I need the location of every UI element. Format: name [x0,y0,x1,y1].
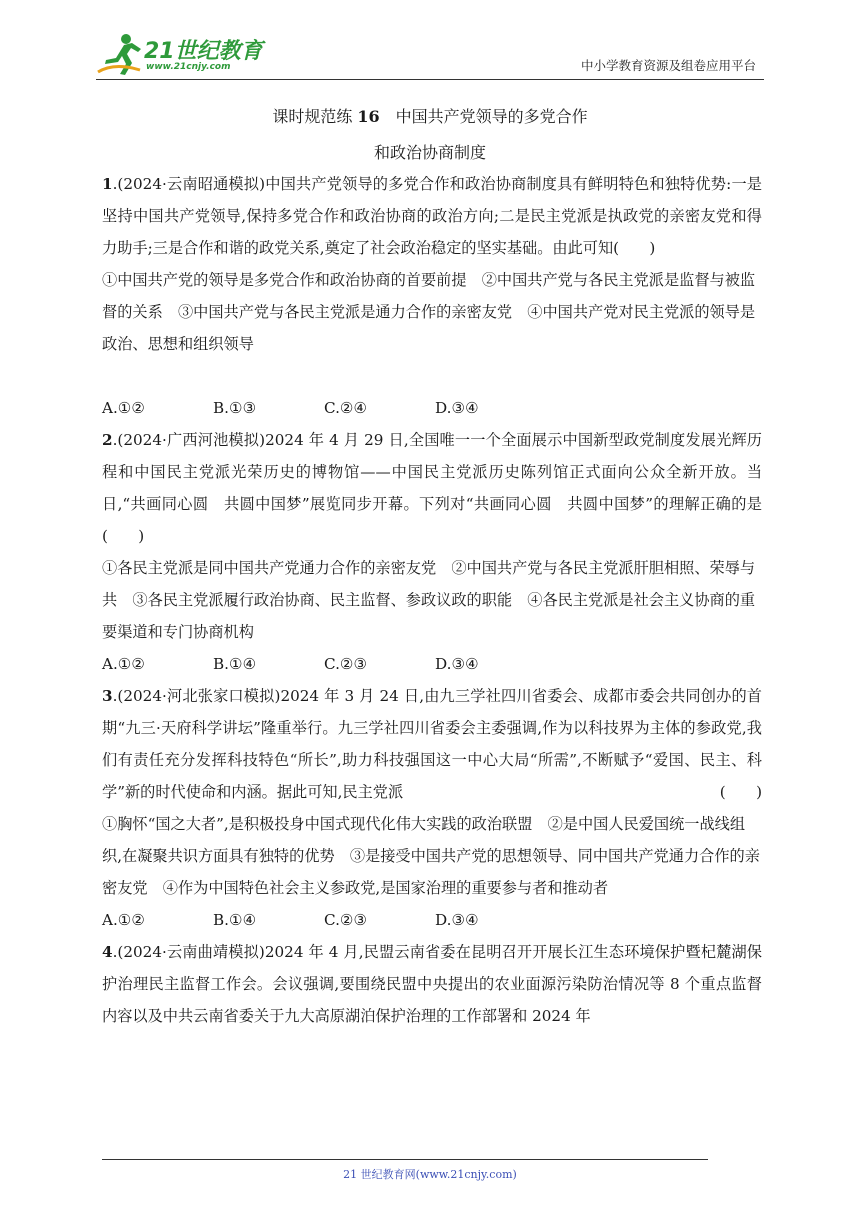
logo-url: www.21cnjy.com [146,62,231,72]
choice-b[interactable]: B.①④ [213,655,257,673]
footer-divider [102,1159,708,1160]
choice-d[interactable]: D.③④ [435,399,479,417]
title-prefix: 课时规范练 [272,107,358,126]
question-1 [102,168,762,264]
choice-b[interactable]: B.①③ [213,399,257,417]
choice-d[interactable]: D.③④ [435,911,479,929]
question-number: 3 [102,687,113,705]
answer-choices [102,904,762,936]
question-3 [102,680,762,808]
page-title [0,104,860,127]
question-2 [102,424,762,552]
title-rest: 中国共产党领导的多党合作 [379,107,588,126]
question-stem: .(2024·河北张家口模拟)2024 年 3 月 24 日,由九三学社四川省委会、成都市委会共同创办的首期“九三·天府科学讲坛”隆重举行。九三学社四川省委会主委强调,作为以科技界为主体的参政党,我们有责任充分发挥科技特色“所长”,助力科技强国这一中心大局“所需”,不断赋予“爱国、民主、科学”新的时代使命和内涵。据此可知,民主党派 [102,687,762,801]
question-options: ①各民主党派是同中国共产党通力合作的亲密友党 ②中国共产党与各民主党派肝胆相照、荣辱与共 ③各民主党派履行政治协商、民主监督、参政议政的职能 ④各民主党派是社会主义协商的重要渠道和专门协商机构 [102,559,756,641]
question-number: 1 [102,175,113,193]
question-options: ①胸怀“国之大者”,是积极投身中国式现代化伟大实践的政治联盟 ②是中国人民爱国统一战线组织,在凝聚共识方面具有独特的优势 ③是接受中国共产党的思想领导、同中国共产党通力合作的亲密友党 ④作为中国特色社会主义参政党,是国家治理的重要参与者和推动者 [102,815,760,897]
choice-a[interactable]: A.①② [102,911,146,929]
choice-a[interactable]: A.①② [102,399,146,417]
choice-c[interactable]: C.②③ [324,911,368,929]
choice-c[interactable]: C.②③ [324,655,368,673]
choice-d[interactable]: D.③④ [435,655,479,673]
answer-bracket: ( ) [719,783,762,801]
question-4 [102,936,762,1032]
runner-icon [96,32,146,78]
choice-c[interactable]: C.②④ [324,399,368,417]
platform-name: 中小学教育资源及组卷应用平台 [580,58,756,73]
question-number: 2 [102,431,113,449]
page-footer[interactable]: 21 世纪教育网(www.21cnjy.com) [343,1168,517,1181]
question-number: 4 [102,943,113,961]
question-stem: .(2024·云南曲靖模拟)2024 年 4 月,民盟云南省委在昆明召开开展长江生态环境保护暨杞麓湖保护治理民主监督工作会。会议强调,要围绕民盟中央提出的农业面源污染防治情况等 8 个重点监督内容以及中共云南省委关于九大高原湖泊保护治理的工作部署和 2024 年 [102,943,762,1025]
title-number: 16 [357,107,380,126]
page-subtitle: 和政治协商制度 [373,143,486,162]
question-list [102,168,762,1032]
logo-text: 21世纪教育 [144,39,263,64]
page-header [96,28,764,80]
header-divider [96,79,764,80]
answer-choices [102,648,762,680]
answer-choices [102,392,762,424]
answer-space [102,360,762,392]
site-logo [96,32,266,76]
question-stem: .(2024·广西河池模拟)2024 年 4 月 29 日,全国唯一一个全面展示中国新型政党制度发展光辉历程和中国民主党派光荣历史的博物馆——中国民主党派历史陈列馆正式面向公众全新开放。当日,“共画同心圆 共圆中国梦”展览同步开幕。下列对“共画同心圆 共圆中国梦”的理解正确的是( ) [102,431,762,545]
question-stem: .(2024·云南昭通模拟)中国共产党领导的多党合作和政治协商制度具有鲜明特色和独特优势:一是坚持中国共产党领导,保持多党合作和政治协商的政治方向;二是民主党派是执政党的亲密友党和得力助手;三是合作和谐的政党关系,奠定了社会政治稳定的坚实基础。由此可知( ) [102,175,762,257]
choice-b[interactable]: B.①④ [213,911,257,929]
question-options: ①中国共产党的领导是多党合作和政治协商的首要前提 ②中国共产党与各民主党派是监督与被监督的关系 ③中国共产党与各民主党派是通力合作的亲密友党 ④中国共产党对民主党派的领导是政治、思想和组织领导 [102,271,756,353]
choice-a[interactable]: A.①② [102,655,146,673]
